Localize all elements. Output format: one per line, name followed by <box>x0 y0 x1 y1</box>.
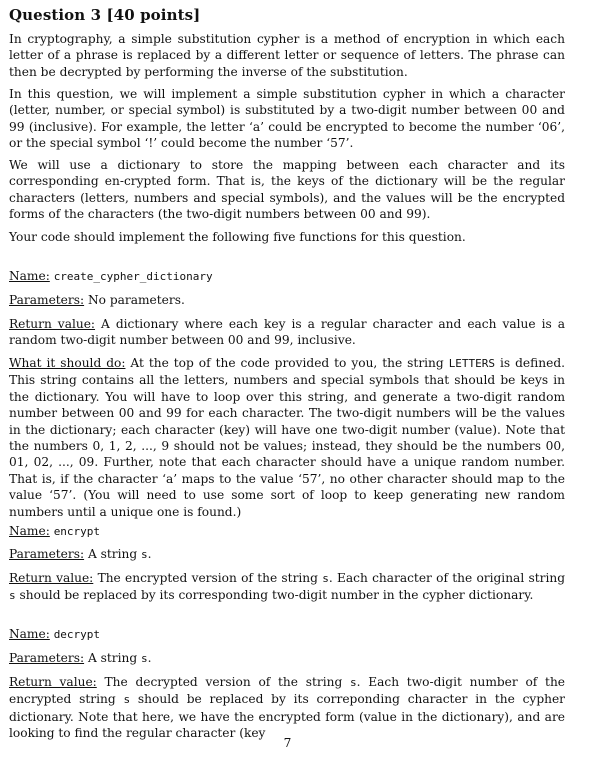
func1-description <box>9 355 565 520</box>
return-value-label: Return value: <box>9 675 97 689</box>
func3-name: decrypt <box>53 628 101 641</box>
func3-return-code-2: s <box>123 693 131 707</box>
func2-param-text: A string <box>87 547 138 561</box>
parameters-label: Parameters: <box>9 651 85 665</box>
return-value-label: Return value: <box>9 571 94 585</box>
intro-paragraph-4: Your code should implement the following five functions for this question. <box>9 230 466 244</box>
func2-return-code-2: s <box>9 589 16 603</box>
func3-name-line <box>9 626 565 643</box>
func3-param-text: A string <box>87 651 138 665</box>
question-heading: Question 3 [40 points] <box>9 6 201 24</box>
letters-constant: LETTERS <box>448 357 496 370</box>
func2-return-code-1: s <box>322 572 329 585</box>
func2-return-part-a: The encrypted version of the string <box>97 571 318 585</box>
return-value-label: Return value: <box>9 317 96 331</box>
func2-name: encrypt <box>53 525 101 538</box>
func1-name: create_cypher_dictionary <box>53 270 213 283</box>
name-label: Name: <box>9 524 50 538</box>
func1-parameters: No parameters. <box>87 293 185 307</box>
func1-parameters-line <box>9 292 565 308</box>
func3-parameters-line <box>9 650 565 667</box>
func2-return-part-c: should be replaced by its corresponding two-digit number in the cypher dictionary. <box>19 588 534 603</box>
func2-name-line <box>9 523 565 540</box>
func3-return-code-1: s <box>350 676 357 689</box>
intro-paragraph-1: In cryptography, a simple substitution cypher is a method of encryption in which each letter of a phrase is replaced by a different letter or sequence of letters. The phrase can then be decrypted by performing the inverse of the substitution. <box>9 32 565 79</box>
what-it-should-do-label: What it should do: <box>9 356 126 370</box>
name-label: Name: <box>9 269 50 283</box>
func3-return-line <box>9 674 565 742</box>
func2-return-part-b: . Each character of the original string <box>328 571 566 585</box>
intro-paragraph-3: We will use a dictionary to store the mapping between each character and its corresponding en-crypted form. That is, the keys of the dictionary will be the regular characters (letters, numbers and special symbols), and the values will be the encrypted forms of the characters (the two-digit numbers between 00 and 99). <box>9 158 565 222</box>
func3-return-part-c: should be replaced by its correponding character in the cypher dictionary. Note that here, we have the encrypted form (value in the dictionary), and are looking to find the regular character (key <box>9 692 566 741</box>
func3-param-code: s <box>141 652 148 665</box>
func3-param-period: . <box>147 651 152 665</box>
func1-return-line <box>9 316 565 349</box>
func2-param-code: s <box>141 548 148 561</box>
func2-return-line <box>9 570 565 605</box>
func1-name-line <box>9 268 565 285</box>
intro-paragraph-2: In this question, we will implement a simple substitution cypher in which a character (letter, number, or special symbol) is substituted by a two-digit number between 00 and 99 (inclusive). For example, the letter ‘a’ could be encrypted to become the number ‘06’, or the special symbol ‘!’ could become the number ‘57’. <box>9 87 565 151</box>
func2-parameters-line <box>9 546 565 563</box>
func1-return-value: A dictionary where each key is a regular character and each value is a random two-digit number between 00 and 99, inclusive. <box>9 317 566 348</box>
func2-param-period: . <box>147 547 152 561</box>
func3-return-part-a: The decrypted version of the string <box>104 675 343 689</box>
func3-return-part-b: . Each two-digit number of the encrypted string <box>9 675 566 707</box>
page-number: 7 <box>283 736 292 750</box>
func1-description-part-a: At the top of the code provided to you, the string <box>130 356 444 370</box>
name-label: Name: <box>9 627 50 641</box>
parameters-label: Parameters: <box>9 547 85 561</box>
parameters-label: Parameters: <box>9 293 85 307</box>
func1-description-part-b: is defined. This string contains all the letters, numbers and special symbols that should be keys in the dictionary. You will have to loop over this string, and generate a two-digit random number between 00 and 99 for each character. The two-digit numbers will be the values in the dictionary; each character (key) will have one two-digit number (value). Note that the numbers 0, 1, 2, ..., 9 should not be values; instead, they should be the numbers 00, 01, 02, ..., 09. Further, note that each character should have a unique random number. That is, if the character ‘a’ maps to the value ‘57’, no other character should map to the value ‘57’. (You will need to use some sort of loop to keep generating new random numbers until a unique one is found.) <box>9 356 566 519</box>
